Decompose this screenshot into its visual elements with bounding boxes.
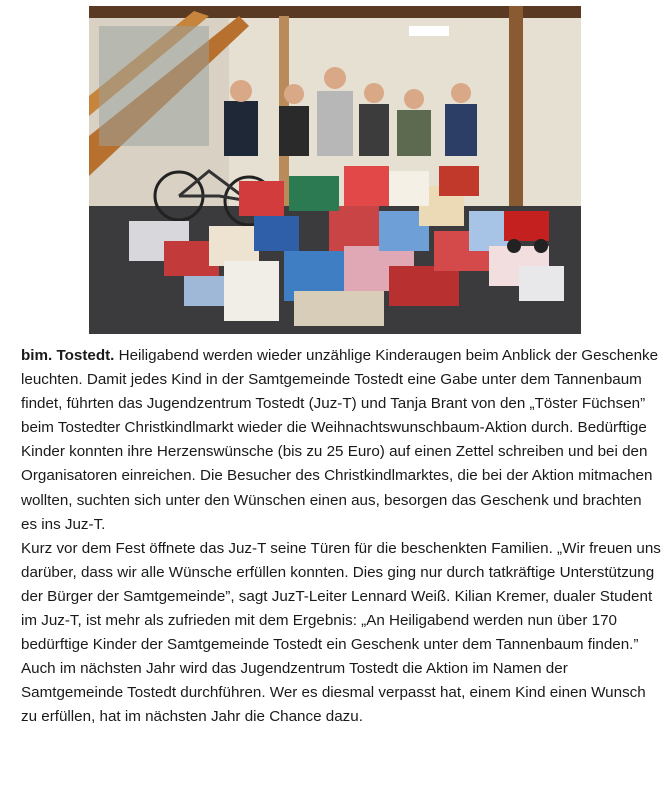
article-paragraph-3: Auch im nächsten Jahr wird das Jugendzentrum Tostedt die Aktion im Namen der Samtgemeinde Tostedt durchführen. Wer es diesmal verpasst hat, einem Kind einen Wunsch zu erfüllen, hat im nächsten Jahr die Chance dazu. <box>21 660 646 726</box>
article-body <box>21 344 661 730</box>
article-paragraph-2: Kurz vor dem Fest öffnete das Juz-T seine Türen für die beschenkten Familien. „Wir freuen uns darüber, dass wir alle Wünsche erfüllen konnten. Dies ging nur durch tatkräftige Unterstützung der Bürger der Samtgemeinde”, sagt JuzT-Leiter Lennard Weiß. Kilian Kremer, dualer Student im Juz-T, ist mehr als zufrieden mit dem Ergebnis: „An Heiligabend werden nun über 170 bedürftige Kinder der Samtgemeinde Tostedt ein Geschenk unter dem Tannenbaum finden.” <box>21 539 661 654</box>
photo-illustration <box>89 6 581 334</box>
byline: bim. Tostedt. <box>21 347 115 364</box>
news-photo <box>89 6 581 334</box>
article-paragraph-1 <box>21 344 661 537</box>
paragraph-text: Heiligabend werden wieder unzählige Kinderaugen beim Anblick der Geschenke leuchten. Damit jedes Kind in der Samtgemeinde Tostedt eine Gabe unter dem Tannenbaum findet, führten das Jugendzentrum Tostedt (Juz-T) und Tanja Brant von den „Töster Füchsen” beim Tostedter Christkindlmarkt wieder die Weihnachtswunschbaum-Aktion durch. Bedürftige Kinder konnten ihre Herzenswünsche (bis zu 25 Euro) auf einen Zettel schreiben und bei den Organisatoren einreichen. Die Besucher des Christkindlmarktes, die bei der Aktion mitmachen wollten, suchten sich unter den Wünschen einen aus, besorgen das Geschenk und brachten es ins Juz-T. <box>21 347 659 533</box>
